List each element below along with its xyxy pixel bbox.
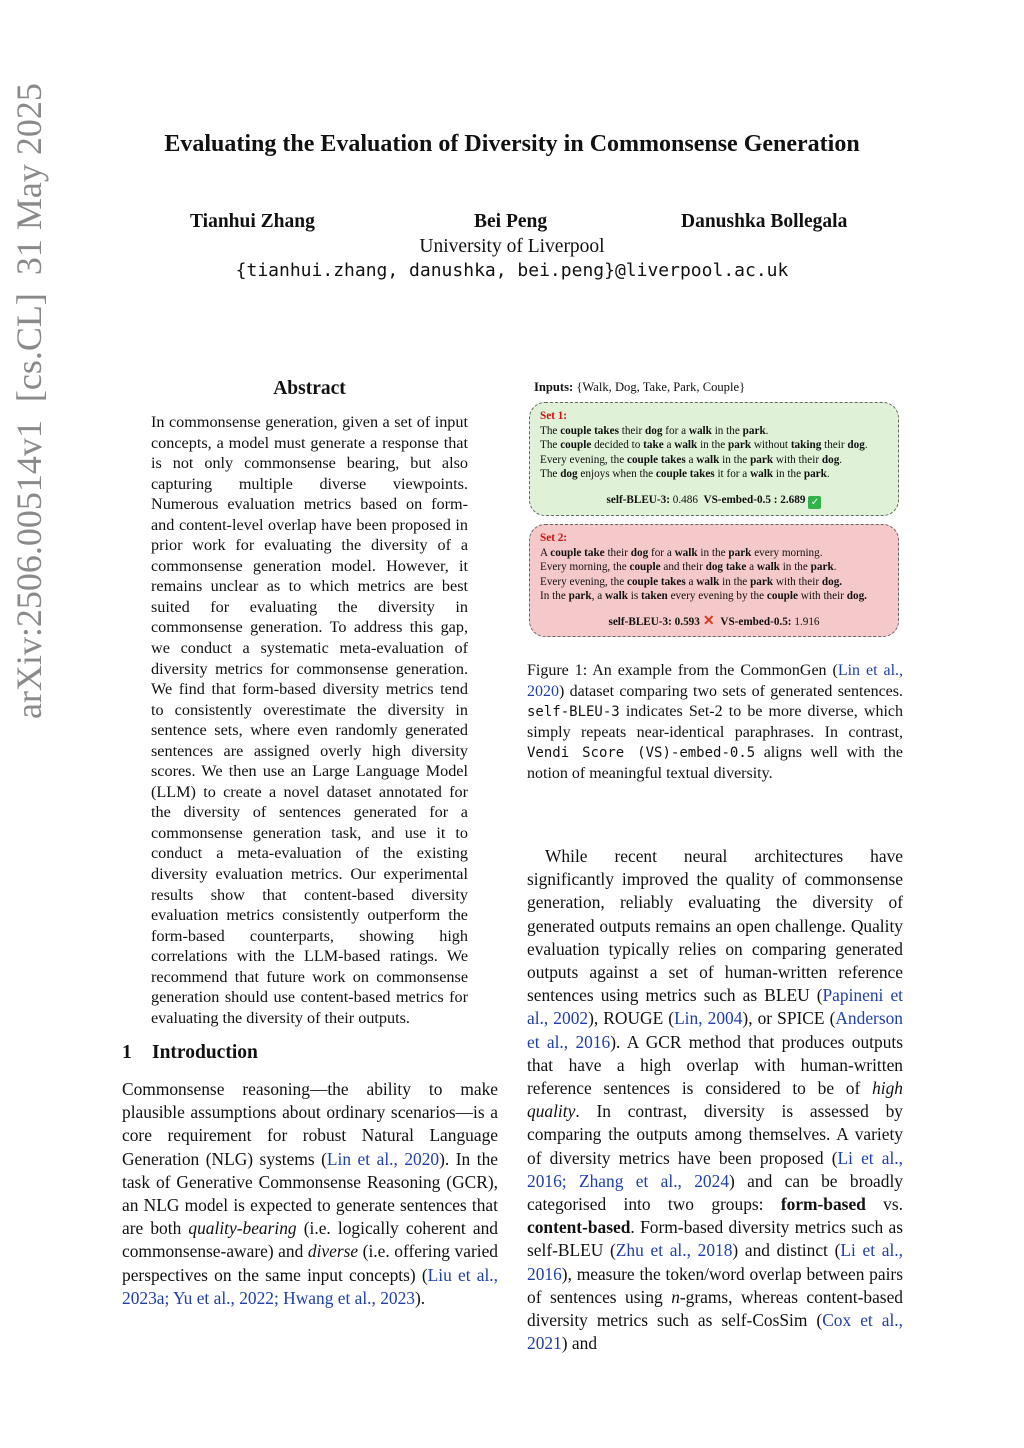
cross-icon: ✕ bbox=[702, 613, 715, 629]
caption-label: Figure 1: bbox=[527, 662, 588, 679]
set-1-bleu-value: 0.486 bbox=[672, 493, 698, 506]
arxiv-id: arXiv:2506.00514v1 [cs.CL] 31 May 2025 bbox=[9, 83, 49, 720]
intro-text-1: Commonsense reasoning—the ability to make plausible assumptions about ordinary scenarios—is a core requirement for robust Natural Language Generation (NLG) systems ( bbox=[122, 1079, 498, 1169]
citation-li-2016[interactable]: Li et al., 2016 bbox=[527, 1240, 903, 1284]
caption-text-1: An example from the CommonGen ( bbox=[587, 662, 838, 679]
caption-code-selfbleu: self-BLEU-3 bbox=[527, 704, 620, 721]
arxiv-sidebar bbox=[8, 83, 49, 1037]
rc-text-11: -grams, whereas content-based diversity metrics such as self-CosSim ( bbox=[527, 1286, 903, 1331]
rc-text-10: ), measure the token/word overlap between pairs of sentences using bbox=[527, 1263, 903, 1307]
author-1: Tianhui Zhang bbox=[190, 211, 315, 232]
rc-text-3: ), or SPICE ( bbox=[742, 1008, 836, 1029]
rc-bold-content-based: content-based bbox=[527, 1217, 631, 1238]
citation-lin-2020[interactable]: Lin et al., 2020 bbox=[326, 1148, 440, 1169]
rc-text-12: ) and bbox=[561, 1333, 598, 1354]
paper-title: Evaluating the Evaluation of Diversity in Commonsense Generation bbox=[164, 131, 860, 157]
citation-lin-2004[interactable]: Lin, 2004 bbox=[674, 1008, 743, 1029]
set-2-bleu-label: self-BLEU-3: bbox=[608, 615, 672, 628]
author-3: Danushka Bollegala bbox=[681, 211, 848, 232]
set-2-scores bbox=[540, 615, 888, 630]
figure-set-2-box bbox=[529, 524, 899, 637]
caption-text-2: ) dataset comparing two sets of generated sentences. bbox=[559, 682, 903, 700]
rc-emph-n: n bbox=[671, 1286, 680, 1307]
set-2-vs-label: VS-embed-0.5: bbox=[720, 615, 792, 628]
section-title: Introduction bbox=[152, 1042, 258, 1063]
set-2-vs-value: 1.916 bbox=[794, 615, 820, 628]
rc-emph-high-quality: high quality bbox=[527, 1078, 903, 1122]
section-heading-introduction bbox=[122, 1042, 258, 1064]
rc-text-1: While recent neural architectures have significantly improved the quality of commonsense generation, reliably evaluating the diversity of generated outputs remains an open challenge. Quality evaluation typically relies on comparing generated outputs against a set of human-written reference sentences using metrics such as BLEU ( bbox=[527, 846, 903, 1006]
section-number: 1 bbox=[122, 1042, 132, 1063]
set-2-sentence: Every morning, the couple and their dog take a walk in the park. bbox=[540, 561, 837, 574]
check-icon: ✓ bbox=[808, 496, 821, 509]
caption-code-vendi: Vendi Score (VS)-embed-0.5 bbox=[527, 745, 756, 762]
abstract-text: In commonsense generation, given a set of input concepts, a model must generate a response that is not only commonsense bearing, but also capturing multiple diverse viewpoints. Numerous evaluation metrics based on form- and content-level overlap have been proposed in prior work for evaluating the diversity of a commonsense generation model. However, it remains unclear as to which metrics are best suited for evaluating the diversity in commonsense generation. To address this gap, we conduct a systematic meta-evaluation of diversity metrics for commonsense generation. We find that form-based diversity metrics tend to consistently overestimate the diversity in sentence sets, where even randomly generated sentences are assigned overly high diversity scores. We then use an Large Language Model (LLM) to create a novel dataset annotated for the diversity of sentences generated for a commonsense generation task, and use it to conduct a meta-evaluation of the existing diversity evaluation metrics. Our experimental results show that content-based diversity evaluation metrics consistently outperform the form-based counterparts, showing high correlations with the LLM-based ratings. We recommend that future work on commonsense generation should use content-based metrics for evaluating the diversity of their outputs. bbox=[151, 413, 468, 1027]
citation-li-zhang[interactable]: Li et al., 2016; Zhang et al., 2024 bbox=[527, 1147, 903, 1191]
rc-text-4: ). A GCR method that produces outputs that have a high overlap with human-written reference sentences is considered to be of bbox=[527, 1031, 903, 1099]
set-1-sentence: The dog enjoys when the couple takes it for a walk in the park. bbox=[540, 468, 830, 481]
body-paragraph bbox=[527, 845, 903, 1355]
citation-papineni[interactable]: Papineni et al., 2002 bbox=[527, 985, 903, 1029]
set-1-sentence: The couple takes their dog for a walk in the park. bbox=[540, 424, 769, 437]
citation-cox[interactable]: Cox et al., 2021 bbox=[527, 1310, 903, 1354]
rc-text-7: vs. bbox=[865, 1194, 903, 1215]
set-2-label: Set 2: bbox=[540, 532, 568, 544]
set-1-label: Set 1: bbox=[540, 410, 568, 422]
author-2: Bei Peng bbox=[474, 211, 548, 232]
set-1-sentence: The couple decided to take a walk in the park without taking their dog. bbox=[540, 439, 868, 452]
caption-text-4: aligns well with the notion of meaningful textual diversity. bbox=[527, 744, 903, 782]
set-1-scores bbox=[540, 493, 888, 509]
intro-emph-quality: quality-bearing bbox=[188, 1218, 297, 1239]
set-1-bleu-label: self-BLEU-3: bbox=[606, 493, 670, 506]
caption-text-3: indicates Set-2 to be more diverse, which simply repeats near-identical paraphrases. In contrast, bbox=[527, 703, 903, 741]
citation-zhu[interactable]: Zhu et al., 2018 bbox=[615, 1240, 733, 1261]
set-1-vs-value: 2.689 bbox=[780, 493, 806, 506]
rc-bold-form-based: form-based bbox=[780, 1194, 866, 1215]
inputs-concepts: {Walk, Dog, Take, Park, Couple} bbox=[576, 380, 746, 394]
rc-text-6: ) and can be broadly categorised into two groups: bbox=[527, 1170, 904, 1215]
set-1-sentence: Every evening, the couple takes a walk in the park with their dog. bbox=[540, 453, 843, 466]
set-2-bleu-value: 0.593 bbox=[674, 615, 700, 628]
figure-inputs bbox=[534, 380, 745, 395]
affiliation: University of Liverpool bbox=[419, 236, 605, 257]
set-2-sentence: A couple take their dog for a walk in the park every morning. bbox=[540, 546, 823, 559]
right-column-paragraph bbox=[527, 845, 903, 1355]
rc-text-2: ), ROUGE ( bbox=[588, 1008, 675, 1029]
intro-text-3: (i.e. logically coherent and commonsense-aware) and bbox=[122, 1218, 498, 1262]
inputs-label: Inputs: bbox=[534, 380, 574, 394]
citation-liu-yu-hwang[interactable]: Liu et al., 2023a; Yu et al., 2022; Hwang et al., 2023 bbox=[122, 1264, 498, 1308]
set-1-vs-label: VS-embed-0.5 : bbox=[703, 493, 778, 506]
rc-text-8: . Form-based diversity metrics such as self-BLEU ( bbox=[527, 1217, 903, 1261]
introduction-paragraph bbox=[122, 1078, 498, 1310]
set-2-sentence: Every evening, the couple takes a walk in the park with their dog. bbox=[540, 575, 843, 588]
intro-text-2: ). In the task of Generative Commonsense Reasoning (GCR), an NLG model is expected to generate sentences that are both bbox=[122, 1148, 498, 1239]
intro-emph-diverse: diverse bbox=[307, 1241, 359, 1262]
citation-lin-2020-caption[interactable]: Lin et al., 2020 bbox=[527, 662, 904, 700]
figure-set-1-box bbox=[529, 402, 899, 516]
author-emails: {tianhui.zhang, danushka, bei.peng}@liverpool.ac.uk bbox=[235, 260, 789, 281]
intro-text-5: ). bbox=[415, 1287, 426, 1308]
figure-caption bbox=[527, 661, 903, 785]
set-2-sentence: In the park, a walk is taken every evening by the couple with their dog. bbox=[540, 590, 867, 603]
rc-text-9: ) and distinct ( bbox=[732, 1240, 841, 1261]
abstract-heading: Abstract bbox=[273, 378, 346, 399]
citation-anderson[interactable]: Anderson et al., 2016 bbox=[527, 1008, 903, 1052]
rc-text-5: . In contrast, diversity is assessed by comparing the outputs among themselves. A variety of diversity metrics have been proposed ( bbox=[527, 1101, 903, 1168]
intro-text-4: (i.e. offering varied perspectives on the same input concepts) ( bbox=[122, 1241, 499, 1285]
